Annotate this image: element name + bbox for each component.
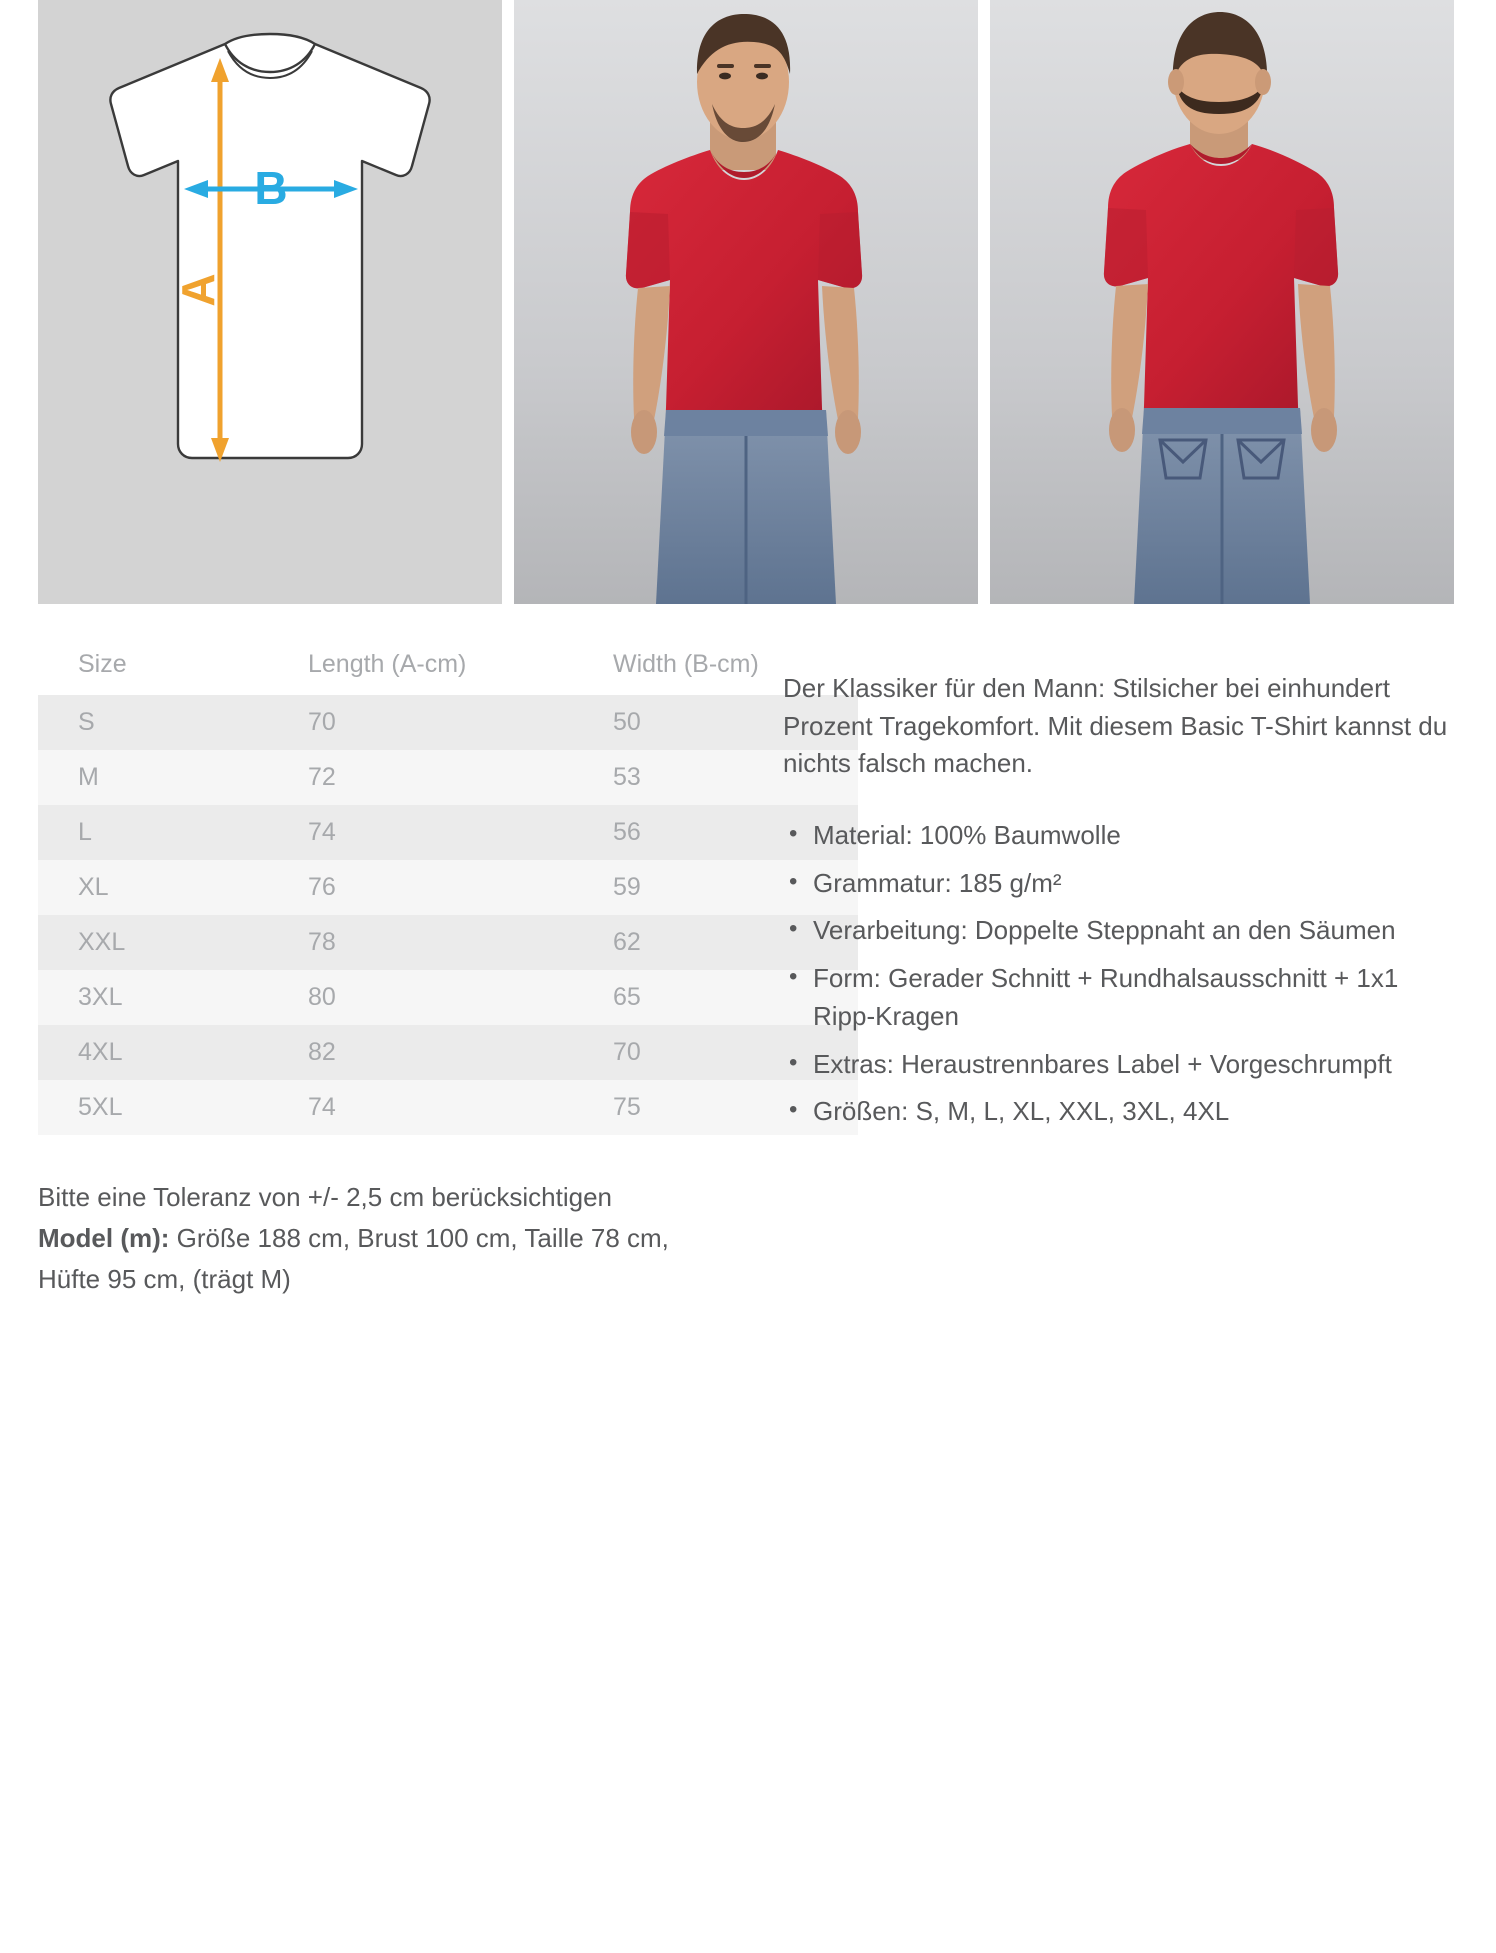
table-row — [38, 805, 858, 860]
cell-width: 53 — [573, 750, 858, 805]
list-item: • Größen: S, M, L, XL, XXL, 3XL, 4XL — [783, 1093, 1463, 1131]
cell-length: 82 — [268, 1025, 573, 1080]
list-item: • Grammatur: 185 g/m² — [783, 865, 1463, 903]
cell-size: 4XL — [38, 1025, 268, 1080]
description-intro: Der Klassiker für den Mann: Stilsicher bei einhundert Prozent Tragekomfort. Mit diesem Basic T-Shirt kannst du nichts falsch machen. — [783, 673, 1448, 779]
model-front-photo — [514, 0, 978, 604]
model-back-photo — [990, 0, 1454, 604]
list-item: • Verarbeitung: Doppelte Steppnaht an den Säumen — [783, 912, 1463, 950]
table-row — [38, 860, 858, 915]
header-length: Length (A-cm) — [268, 636, 573, 695]
table-row — [38, 1025, 858, 1080]
cell-size: M — [38, 750, 268, 805]
cell-length: 70 — [268, 695, 573, 750]
model-measurements: Größe 188 cm, Brust 100 cm, Taille 78 cm, Hüfte 95 cm, (trägt M) — [38, 1223, 669, 1295]
length-label-a: A — [172, 273, 224, 307]
header-width: Width (B-cm) — [573, 636, 858, 695]
cell-size: 5XL — [38, 1080, 268, 1135]
table-row — [38, 1080, 858, 1135]
cell-length: 74 — [268, 1080, 573, 1135]
size-table — [38, 636, 858, 1135]
cell-width: 70 — [573, 1025, 858, 1080]
cell-width: 56 — [573, 805, 858, 860]
table-row — [38, 970, 858, 1025]
list-item: • Material: 100% Baumwolle — [783, 817, 1463, 855]
table-row — [38, 915, 858, 970]
cell-size: 3XL — [38, 970, 268, 1025]
product-image-row — [38, 0, 1458, 604]
feature-list — [783, 817, 1463, 1131]
content-row — [38, 636, 1463, 1300]
tolerance-note: Bitte eine Toleranz von +/- 2,5 cm berücksichtigen — [38, 1182, 612, 1212]
cell-length: 74 — [268, 805, 573, 860]
list-item: • Extras: Heraustrennbares Label + Vorgeschrumpft — [783, 1046, 1463, 1084]
product-description-column — [783, 636, 1463, 1141]
cell-width: 50 — [573, 695, 858, 750]
cell-width: 62 — [573, 915, 858, 970]
cell-size: XXL — [38, 915, 268, 970]
cell-width: 59 — [573, 860, 858, 915]
size-notes — [38, 1177, 738, 1300]
table-header-row — [38, 636, 858, 695]
table-row — [38, 750, 858, 805]
cell-length: 80 — [268, 970, 573, 1025]
cell-width: 65 — [573, 970, 858, 1025]
cell-size: L — [38, 805, 268, 860]
measurement-diagram-panel — [38, 0, 502, 604]
width-label-b: B — [254, 162, 288, 214]
model-note — [38, 1218, 738, 1300]
cell-size: XL — [38, 860, 268, 915]
cell-size: S — [38, 695, 268, 750]
cell-length: 76 — [268, 860, 573, 915]
model-label: Model (m): — [38, 1223, 170, 1254]
size-chart-column — [38, 636, 759, 1300]
list-item: • Form: Gerader Schnitt + Rundhalsausschnitt + 1x1 Ripp-Kragen — [783, 960, 1463, 1035]
header-size: Size — [38, 636, 268, 695]
cell-width: 75 — [573, 1080, 858, 1135]
cell-length: 78 — [268, 915, 573, 970]
table-row — [38, 695, 858, 750]
cell-length: 72 — [268, 750, 573, 805]
